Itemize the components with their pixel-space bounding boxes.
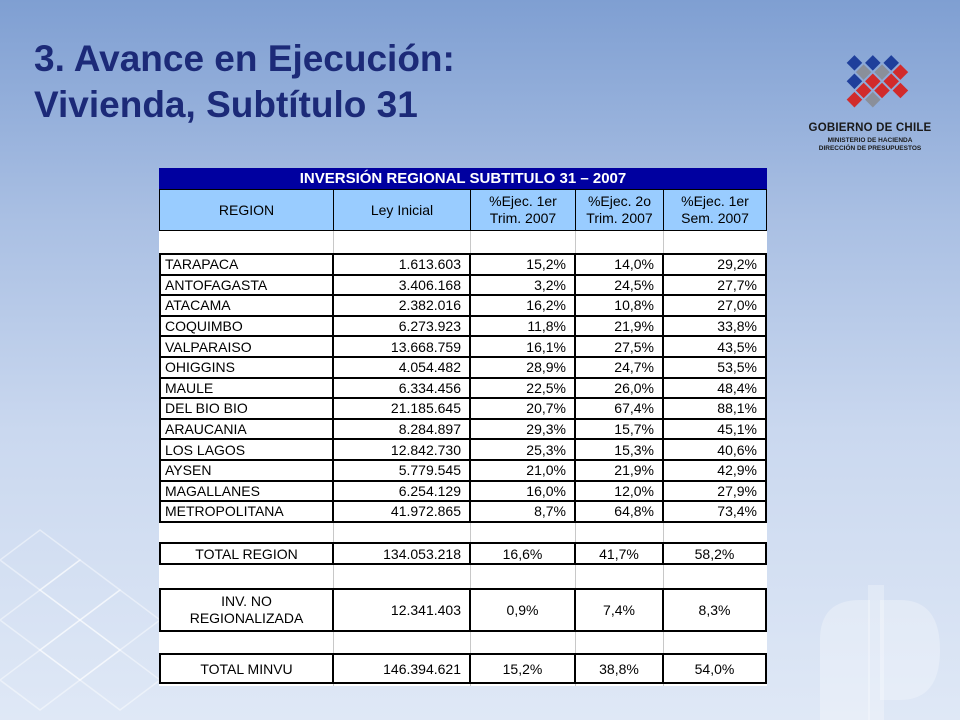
cell-ejec-1er-sem: 27,7% — [662, 274, 767, 297]
cell-ejec-2o-trim: 67,4% — [574, 397, 664, 420]
page-title — [34, 36, 455, 128]
cell-ejec-2o-trim: 15,7% — [574, 418, 664, 441]
logo-direction: DIRECCIÓN DE PRESUPUESTOS — [818, 145, 922, 152]
cell-ley-inicial: 41.972.865 — [332, 500, 471, 523]
cell-ejec-1er-sem: 73,4% — [662, 500, 767, 523]
cell-ejec-1er-sem: 27,9% — [662, 480, 767, 503]
header-ejec-1er-trim-l2: Trim. 2007 — [489, 210, 557, 226]
cell-region: MAULE — [159, 377, 334, 400]
cell-ley-inicial: 4.054.482 — [332, 356, 471, 379]
cell-ejec-1er-trim: 22,5% — [469, 377, 576, 400]
header-region: REGION — [159, 189, 334, 231]
total-minvu-c2: 38,8% — [574, 653, 664, 684]
cell-ejec-1er-sem: 45,1% — [662, 418, 767, 441]
cell-ley-inicial: 5.779.545 — [332, 459, 471, 482]
logo-org-name: GOBIERNO DE CHILE — [808, 122, 932, 134]
cell-ley-inicial: 1.613.603 — [332, 253, 471, 276]
table-row — [159, 315, 767, 336]
cell-ejec-1er-sem: 29,2% — [662, 253, 767, 276]
table-row — [159, 253, 767, 274]
cell-region: ANTOFAGASTA — [159, 274, 334, 297]
no-regionalizada-row — [159, 588, 767, 632]
table-row — [159, 377, 767, 398]
investment-table — [159, 168, 767, 686]
table-row — [159, 397, 767, 418]
cell-ley-inicial: 6.334.456 — [332, 377, 471, 400]
table-header-row — [159, 189, 767, 231]
cell-ejec-2o-trim: 21,9% — [574, 459, 664, 482]
header-ejec-1er-trim — [470, 189, 576, 231]
cell-ejec-1er-trim: 25,3% — [469, 438, 576, 461]
logo-icon — [808, 44, 932, 120]
logo-ministry: MINISTERIO DE HACIENDA — [827, 137, 913, 144]
total-region-c3: 58,2% — [662, 542, 767, 565]
cell-region: MAGALLANES — [159, 480, 334, 503]
cell-ley-inicial: 12.842.730 — [332, 438, 471, 461]
total-region-c1: 16,6% — [469, 542, 576, 565]
table-row — [159, 356, 767, 377]
no-regionalizada-label-l2: REGIONALIZADA — [189, 610, 304, 626]
cell-region: LOS LAGOS — [159, 438, 334, 461]
table-row — [159, 274, 767, 295]
table-row — [159, 438, 767, 459]
cell-ley-inicial: 6.254.129 — [332, 480, 471, 503]
total-minvu-c1: 15,2% — [469, 653, 576, 684]
table-row — [159, 480, 767, 501]
total-minvu-row — [159, 653, 767, 684]
cell-ejec-1er-sem: 40,6% — [662, 438, 767, 461]
table-title: INVERSIÓN REGIONAL SUBTITULO 31 – 2007 — [159, 168, 767, 189]
cell-ejec-1er-sem: 43,5% — [662, 335, 767, 358]
total-region-row — [159, 542, 767, 565]
cell-ejec-1er-trim: 15,2% — [469, 253, 576, 276]
header-ejec-2o-trim-l1: %Ejec. 2o — [587, 193, 652, 209]
cell-ejec-1er-trim: 16,2% — [469, 294, 576, 317]
total-minvu-label: TOTAL MINVU — [159, 653, 334, 684]
cell-ejec-1er-trim: 16,0% — [469, 480, 576, 503]
cell-ejec-1er-trim: 11,8% — [469, 315, 576, 338]
cell-region: VALPARAISO — [159, 335, 334, 358]
header-ejec-1er-trim-l1: %Ejec. 1er — [489, 193, 557, 209]
cell-ejec-1er-sem: 48,4% — [662, 377, 767, 400]
total-minvu-c3: 54,0% — [662, 653, 767, 684]
no-regionalizada-label-l1: INV. NO — [221, 593, 272, 609]
cell-region: METROPOLITANA — [159, 500, 334, 523]
cell-ley-inicial: 3.406.168 — [332, 274, 471, 297]
header-ejec-1er-sem — [663, 189, 767, 231]
cell-ley-inicial: 2.382.016 — [332, 294, 471, 317]
cell-ejec-1er-sem: 42,9% — [662, 459, 767, 482]
cell-ley-inicial: 8.284.897 — [332, 418, 471, 441]
cell-ejec-1er-trim: 20,7% — [469, 397, 576, 420]
total-region-c2: 41,7% — [574, 542, 664, 565]
cell-region: ATACAMA — [159, 294, 334, 317]
cell-ley-inicial: 21.185.645 — [332, 397, 471, 420]
gobierno-logo — [808, 44, 938, 164]
cell-ejec-2o-trim: 12,0% — [574, 480, 664, 503]
cell-ejec-2o-trim: 14,0% — [574, 253, 664, 276]
cell-ejec-1er-sem: 27,0% — [662, 294, 767, 317]
header-ejec-2o-trim — [575, 189, 664, 231]
cell-region: AYSEN — [159, 459, 334, 482]
cell-region: DEL BIO BIO — [159, 397, 334, 420]
cell-ejec-2o-trim: 24,5% — [574, 274, 664, 297]
header-ejec-2o-trim-l2: Trim. 2007 — [586, 210, 653, 226]
title-line-2: Vivienda, Subtítulo 31 — [34, 84, 418, 125]
cell-ejec-1er-sem: 33,8% — [662, 315, 767, 338]
cell-ejec-1er-trim: 29,3% — [469, 418, 576, 441]
cell-ejec-1er-trim: 8,7% — [469, 500, 576, 523]
cell-region: ARAUCANIA — [159, 418, 334, 441]
cell-ejec-2o-trim: 10,8% — [574, 294, 664, 317]
table-row — [159, 459, 767, 480]
cell-region: COQUIMBO — [159, 315, 334, 338]
table-row — [159, 294, 767, 315]
no-regionalizada-ley: 12.341.403 — [332, 588, 471, 632]
cell-ejec-1er-trim: 3,2% — [469, 274, 576, 297]
header-ejec-1er-sem-l1: %Ejec. 1er — [681, 193, 749, 209]
table-row — [159, 418, 767, 439]
title-line-1: 3. Avance en Ejecución: — [34, 38, 455, 79]
cell-region: OHIGGINS — [159, 356, 334, 379]
table-row — [159, 335, 767, 356]
cell-ley-inicial: 13.668.759 — [332, 335, 471, 358]
table-row — [159, 500, 767, 521]
cell-ley-inicial: 6.273.923 — [332, 315, 471, 338]
cell-ejec-1er-sem: 53,5% — [662, 356, 767, 379]
header-ejec-1er-sem-l2: Sem. 2007 — [681, 210, 749, 226]
cell-ejec-1er-trim: 16,1% — [469, 335, 576, 358]
cell-ejec-2o-trim: 27,5% — [574, 335, 664, 358]
cell-ejec-2o-trim: 15,3% — [574, 438, 664, 461]
header-ley-inicial: Ley Inicial — [333, 189, 471, 231]
no-regionalizada-label — [159, 588, 334, 632]
cell-ejec-2o-trim: 21,9% — [574, 315, 664, 338]
cell-region: TARAPACA — [159, 253, 334, 276]
cell-ejec-2o-trim: 24,7% — [574, 356, 664, 379]
no-regionalizada-c3: 8,3% — [662, 588, 767, 632]
cell-ejec-2o-trim: 64,8% — [574, 500, 664, 523]
cell-ejec-1er-trim: 21,0% — [469, 459, 576, 482]
no-regionalizada-c2: 7,4% — [574, 588, 664, 632]
total-region-label: TOTAL REGION — [159, 542, 334, 565]
cell-ejec-2o-trim: 26,0% — [574, 377, 664, 400]
no-regionalizada-c1: 0,9% — [469, 588, 576, 632]
total-minvu-ley: 146.394.621 — [332, 653, 471, 684]
total-region-ley: 134.053.218 — [332, 542, 471, 565]
cell-ejec-1er-trim: 28,9% — [469, 356, 576, 379]
cell-ejec-1er-sem: 88,1% — [662, 397, 767, 420]
